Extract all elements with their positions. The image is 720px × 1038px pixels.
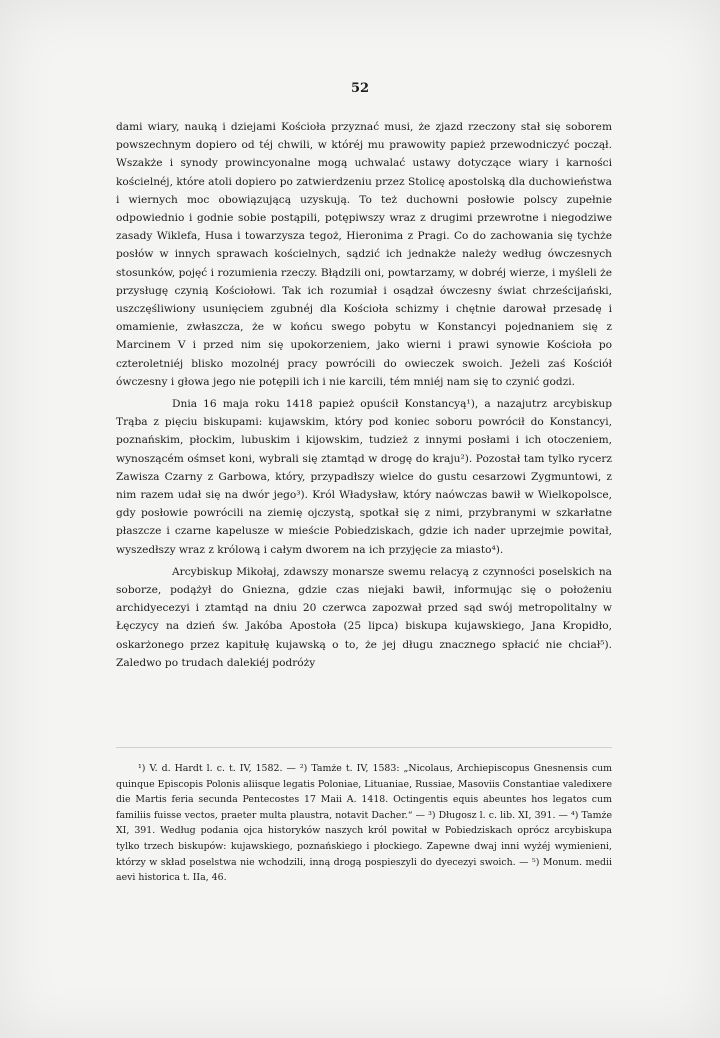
paragraph-1: dami wiary, nauką i dziejami Kościoła przyznać musi, że zjazd rzeczony stał się soborem powszechnym dopiero od téj chwili, w któréj mu prawowity papież przewodniczyć począł. Wszakże i synody prowincyonalne mogą uchwalać ustawy dotyczące wiary i karności kościelnéj, które atoli dopiero po zatwierdzeniu przez Stolicę apostolską dla duchowieństwa i wiernych moc obowiązującą uzyskują. To też duchowni posłowie polscy zupełnie odpowiednio i godnie sobie postąpili, potępiwszy wraz z drugimi przewrotne i niegodziwe zasady Wiklefa, Husa i towarzysza tegoż, Hieronima z Pragi. Co do zachowania się tychże posłów w innych sprawach kościelnych, sądzić ich jednakże należy według ówczesnych stosunków, pojęć i rozumienia rzeczy. Błądzili oni, powtarzamy, w dobréj wierze, i myśleli że przysługę czynią Kościołowi. Tak ich rozumiał i osądzał ówczesny świat chrześcijański, uszczęśliwiony usunięciem zgubnéj dla Kościoła schizmy i chętnie darował przesadę i omamienie, zwłaszcza, że w końcu swego pobytu w Konstancyi pojednaniem się z Marcinem V i przed nim się upokorzeniem, jako wierni i prawi synowie Kościoła po czteroletniéj blisko mozolnéj pracy powrócili do owieczek swoich. Jeżeli zaś Kościół ówczesny i głowa jego nie potępili ich i nie karcili, tém mniéj nam się to czynić godzi.: [116, 121, 612, 388]
footnote-text: ¹) V. d. Hardt l. c. t. IV, 1582. — ²) Tamże t. IV, 1583: „Nicolaus, Archiepiscopus Gnesnensis cum quinque Episcopis Polonis aliisque legatis Poloniae, Lituaniae, Russiae, Masoviis Constantiae valedixere die Martis feria secunda Pentecostes 17 Maii A. 1418. Octingentis equis abeuntes hos legatos cum familiis fuisse vectos, praeter multa plaustra, notavit Dacher.“ — ³) Długosz l. c. lib. XI, 391. — ⁴) Tamże XI, 391. Według podania ojca historyków naszych król powitał w Pobiedziskach oprócz arcybiskupa tylko trzech biskupów: kujawskiego, poznańskiego i płockiego. Zapewne dwaj inni wyżéj wymienieni, którzy w skład poselstwa nie wchodzili, inną drogą pospieszyli do dyecezyi swoich. — ⁵) Monum. medii aevi historica t. IIa, 46.: [116, 763, 612, 884]
paragraph-3: Arcybiskup Mikołaj, zdawszy monarsze swemu relacyą z czynności poselskich na soborze, podążył do Gniezna, gdzie czas niejaki bawił, informując się o położeniu archidyecezyi i ztamtąd na dniu 20 czerwca zapozwał przed sąd swój metropolitalny w Łęczycy na dzień św. Jakóba Apostoła (25 lipca) biskupa kujawskiego, Jana Kropidło, oskarżonego przez kapitułę kujawską o to, że jej długu znacznego spłacić nie chciał⁵). Zaledwo po trudach dalekiéj podróży: [116, 565, 612, 669]
main-text: [116, 118, 612, 672]
paragraph-2: Dnia 16 maja roku 1418 papież opuścił Konstancyą¹), a nazajutrz arcybiskup Trąba z pięciu biskupami: kujawskim, który pod koniec soboru powrócił do Konstancyi, poznańskim, płockim, lubuskim i kijowskim, tudzież z innymi posłami i ich otoczeniem, wynoszącém ośmset koni, wybrali się ztamtąd w drogę do kraju²). Pozostał tam tylko rycerz Zawisza Czarny z Garbowa, który, przypadłszy wielce do gustu cesarzowi Zygmuntowi, z nim razem udał się na dwór jego³). Król Władysław, który naówczas bawił w Wielkopolsce, gdy posłowie powrócili na ziemię ojczystą, spotkał się z nimi, przybranymi w szkarłatne płaszcze i czarne kapelusze w mieście Pobiedziskach, gdzie ich nader uprzejmie powitał, wyszedłszy wraz z królową i całym dworem na ich przyjęcie za miasto⁴).: [116, 398, 612, 556]
page-number: 52: [350, 81, 370, 96]
footnote-separator: [116, 747, 612, 748]
footnotes: [116, 761, 612, 886]
